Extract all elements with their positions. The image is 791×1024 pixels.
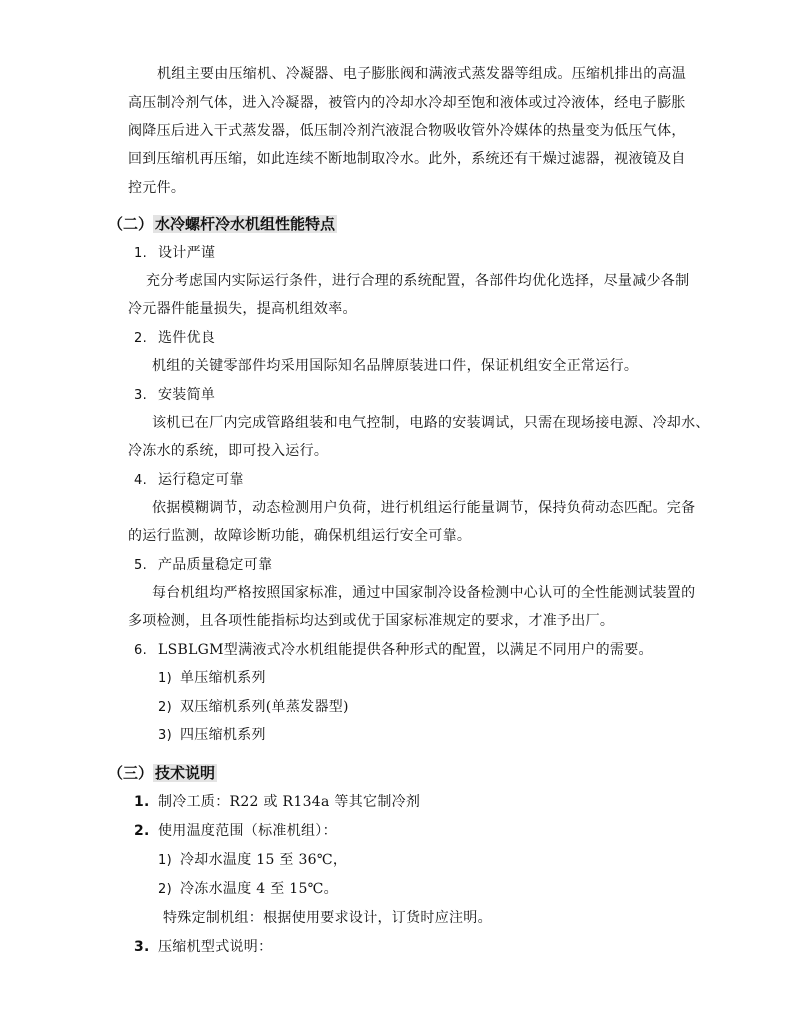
custom-unit-note: 特殊定制机组：根据使用要求设计，订货时应注明。	[163, 910, 492, 926]
tech-item-3	[134, 937, 272, 957]
config-subitem-1	[158, 668, 266, 689]
config-subitem-3-text: 四压缩机系列	[180, 727, 266, 743]
temp-subitem-2-text: 冷冻水温度 4 至 15℃。	[180, 881, 338, 897]
intro-line-4: 回到压缩机再压缩，如此连续不断地制取冷水。此外，系统还有干燥过滤器，视液镜及自	[128, 151, 686, 167]
feature-item-4-number: 4.	[134, 473, 148, 488]
feature-item-4-label: 运行稳定可靠	[158, 472, 244, 488]
feature-item-5-body-2: 多项检测，且各项性能指标均达到或优于国家标准规定的要求，才准予出厂。	[128, 613, 615, 629]
section-3-heading	[108, 762, 217, 784]
config-subitem-2-number: 2)	[158, 700, 172, 715]
feature-item-2-title	[134, 328, 215, 349]
config-subitem-3	[158, 725, 266, 746]
intro-line-2: 高压制冷剂气体，进入冷凝器，被管内的冷却水冷却至饱和液体或过冷液体，经电子膨胀	[128, 95, 686, 111]
tech-item-2-number: 2.	[134, 823, 150, 839]
feature-item-6-label: LSBLGM型满液式冷水机组能提供各种形式的配置，以满足不同用户的需要。	[158, 642, 653, 658]
feature-item-3-label: 安装简单	[158, 387, 216, 403]
tech-item-2-text: 使用温度范围（标准机组）：	[158, 823, 337, 839]
temp-subitem-2	[158, 879, 338, 900]
config-subitem-2	[158, 697, 349, 718]
feature-item-4-title	[134, 470, 244, 491]
feature-item-6-number: 6.	[134, 643, 148, 658]
feature-item-2-body-1: 机组的关键零部件均采用国际知名品牌原装进口件，保证机组安全正常运行。	[152, 358, 639, 374]
temp-subitem-2-number: 2)	[158, 882, 172, 897]
feature-item-5-title	[134, 555, 272, 576]
tech-item-1	[134, 792, 420, 812]
tech-item-3-number: 3.	[134, 939, 150, 955]
feature-item-3-title	[134, 385, 215, 406]
feature-item-5-number: 5.	[134, 558, 148, 573]
tech-item-2	[134, 821, 337, 841]
section-2-prefix: （二）	[108, 215, 154, 233]
feature-item-1-body-2: 冷元器件能量损失，提高机组效率。	[128, 301, 357, 317]
section-3-title: 技术说明	[155, 764, 216, 782]
section-2-heading	[108, 213, 337, 235]
intro-line-5: 控元件。	[128, 180, 186, 196]
feature-item-5-body-1: 每台机组均严格按照国家标准，通过中国家制冷设备检测中心认可的全性能测试装置的	[152, 585, 696, 601]
feature-item-3-body-1: 该机已在厂内完成管路组装和电气控制，电路的安装调试，只需在现场接电源、冷却水、	[152, 415, 710, 431]
tech-item-3-text: 压缩机型式说明：	[158, 939, 273, 955]
intro-line-1: 机组主要由压缩机、冷凝器、电子膨胀阀和满液式蒸发器等组成。压缩机排出的高温	[157, 66, 687, 82]
tech-item-1-text: 制冷工质：R22 或 R134a 等其它制冷剂	[158, 794, 421, 810]
feature-item-4-body-1: 依据模糊调节，动态检测用户负荷，进行机组运行能量调节，保持负荷动态匹配。完备	[152, 500, 696, 516]
feature-item-4-body-2: 的运行监测，故障诊断功能，确保机组运行安全可靠。	[128, 528, 472, 544]
feature-item-5-label: 产品质量稳定可靠	[158, 557, 273, 573]
feature-item-3-body-2: 冷冻水的系统，即可投入运行。	[128, 443, 329, 459]
feature-item-1-body-1: 充分考虑国内实际运行条件，进行合理的系统配置，各部件均优化选择，尽量减少各制	[146, 273, 690, 289]
config-subitem-3-number: 3)	[158, 728, 172, 743]
intro-line-3: 阀降压后进入干式蒸发器，低压制冷剂汽液混合物吸收管外冷媒体的热量变为低压气体，	[128, 123, 686, 139]
feature-item-2-label: 选件优良	[158, 330, 216, 346]
temp-subitem-1-text: 冷却水温度 15 至 36℃，	[180, 852, 348, 868]
feature-item-2-number: 2.	[134, 331, 148, 346]
tech-item-1-number: 1.	[134, 794, 150, 810]
feature-item-1-label: 设计严谨	[158, 245, 216, 261]
section-2-title: 水冷螺杆冷水机组性能特点	[155, 215, 336, 233]
config-subitem-1-text: 单压缩机系列	[180, 670, 266, 686]
feature-item-1-number: 1.	[134, 246, 148, 261]
section-3-prefix: （三）	[108, 764, 154, 782]
feature-item-6-title	[134, 640, 653, 661]
feature-item-3-number: 3.	[134, 388, 148, 403]
feature-item-1-title	[134, 243, 215, 264]
config-subitem-1-number: 1)	[158, 671, 172, 686]
temp-subitem-1-number: 1)	[158, 853, 172, 868]
config-subitem-2-text: 双压缩机系列(单蒸发器型)	[180, 699, 349, 715]
temp-subitem-1	[158, 850, 347, 871]
